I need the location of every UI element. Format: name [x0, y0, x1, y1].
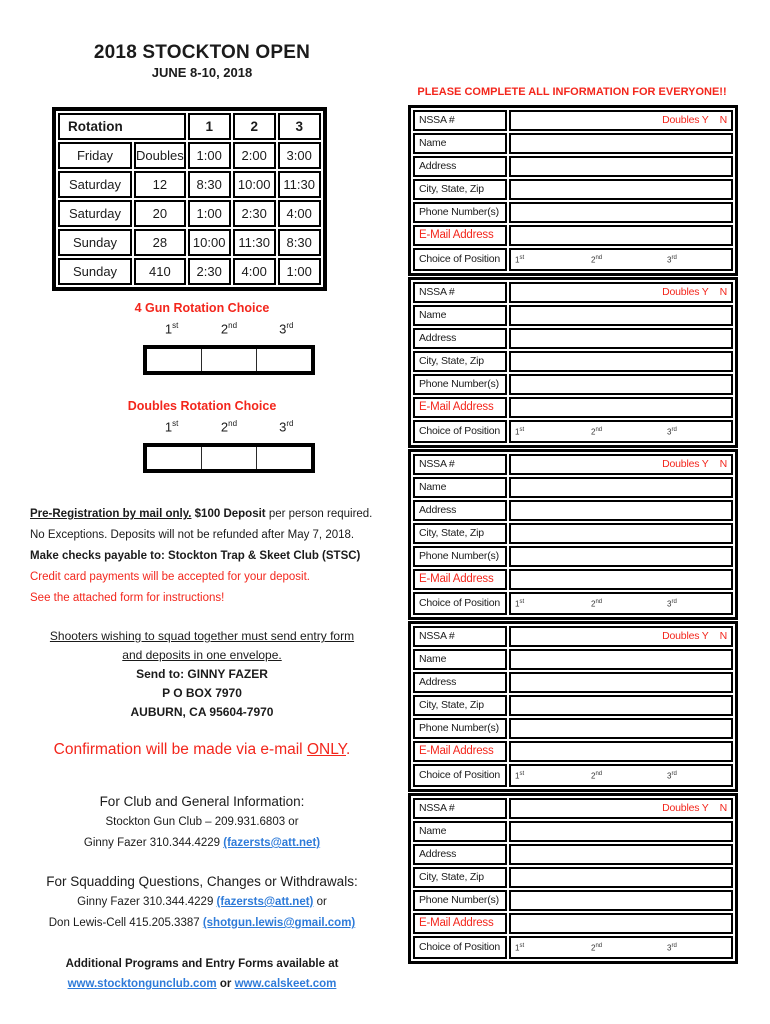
rotation-time-3: 4:00	[278, 200, 321, 227]
address-input-cell[interactable]	[509, 500, 733, 521]
address-row	[413, 328, 733, 349]
send-to-name: Send to: GINNY FAZER	[136, 667, 268, 681]
nssa-input-cell[interactable]	[509, 626, 733, 647]
rotation-day: Saturday	[58, 200, 132, 227]
position-row	[413, 592, 733, 615]
name-label: Name	[413, 133, 507, 154]
city-state-zip-label: City, State, Zip	[413, 351, 507, 372]
rotation-time-2: 11:30	[233, 229, 276, 256]
doubles-y-label[interactable]: Doubles Y	[662, 630, 709, 642]
four-gun-ordinal-labels	[143, 321, 315, 336]
city-state-zip-label: City, State, Zip	[413, 867, 507, 888]
lewis-email-link[interactable]: (shotgun.lewis@gmail.com)	[202, 917, 356, 929]
email-row	[413, 913, 733, 934]
rotation-event: 410	[134, 258, 186, 285]
city-state-zip-input-cell[interactable]	[509, 523, 733, 544]
rotation-row	[58, 200, 321, 227]
position-row	[413, 248, 733, 271]
position-3rd: 3rd	[667, 255, 677, 265]
rotation-event: Doubles	[134, 142, 186, 169]
additional-programs-block	[28, 954, 376, 994]
position-1st: 1st	[515, 599, 525, 609]
city-state-zip-input-cell[interactable]	[509, 867, 733, 888]
squadding-line-1: Ginny Fazer 310.344.4229 (fazersts@att.net) or	[77, 896, 327, 908]
doubles-choice-box	[143, 443, 315, 473]
position-3rd: 3rd	[667, 599, 677, 609]
nssa-label: NSSA #	[413, 626, 507, 647]
rotation-time-2: 4:00	[233, 258, 276, 285]
rotation-time-3: 11:30	[278, 171, 321, 198]
name-row	[413, 477, 733, 498]
stocktongunclub-link[interactable]: www.stocktongunclub.com	[67, 978, 217, 990]
name-row	[413, 821, 733, 842]
email-input-cell[interactable]	[509, 225, 733, 246]
address-label: Address	[413, 328, 507, 349]
rotation-event: 20	[134, 200, 186, 227]
registration-block	[408, 105, 738, 276]
phone-input-cell[interactable]	[509, 374, 733, 395]
club-info-heading: For Club and General Information:	[99, 794, 305, 809]
phone-row	[413, 546, 733, 567]
phone-label: Phone Number(s)	[413, 374, 507, 395]
city-state-zip-label: City, State, Zip	[413, 179, 507, 200]
doubles-n-label[interactable]: N	[719, 286, 727, 298]
page-subtitle: JUNE 8-10, 2018	[151, 65, 253, 80]
address-row	[413, 844, 733, 865]
nssa-input-cell[interactable]	[509, 454, 733, 475]
position-2nd: 2nd	[591, 943, 603, 953]
address-label: Address	[413, 844, 507, 865]
right-column-header: PLEASE COMPLETE ALL INFORMATION FOR EVERYONE!!	[417, 86, 727, 98]
doubles-choice-cell-2[interactable]	[202, 447, 257, 469]
address-input-cell[interactable]	[509, 156, 733, 177]
city-state-zip-row	[413, 695, 733, 716]
email-row	[413, 225, 733, 246]
email-input-cell[interactable]	[509, 913, 733, 934]
name-label: Name	[413, 477, 507, 498]
club-phone-line: Stockton Gun Club – 209.931.6803 or	[105, 816, 299, 828]
address-label: Address	[413, 500, 507, 521]
name-input-cell[interactable]	[509, 133, 733, 154]
position-3rd: 3rd	[667, 943, 677, 953]
email-input-cell[interactable]	[509, 741, 733, 762]
city-state-zip-row	[413, 351, 733, 372]
email-row	[413, 569, 733, 590]
rotation-time-1: 2:30	[188, 258, 231, 285]
phone-row	[413, 202, 733, 223]
doubles-y-label[interactable]: Doubles Y	[662, 114, 709, 126]
rotation-time-1: 1:00	[188, 142, 231, 169]
position-input-cell[interactable]	[509, 936, 733, 959]
city-state-zip-label: City, State, Zip	[413, 523, 507, 544]
prereg-line-4: Credit card payments will be accepted for your deposit.	[30, 571, 310, 583]
position-input-cell[interactable]	[509, 420, 733, 443]
nssa-input-cell[interactable]	[509, 282, 733, 303]
address-row	[413, 672, 733, 693]
position-3rd: 3rd	[667, 427, 677, 437]
phone-row	[413, 890, 733, 911]
doubles-y-label[interactable]: Doubles Y	[662, 286, 709, 298]
registration-block	[408, 277, 738, 448]
nssa-label: NSSA #	[413, 798, 507, 819]
position-label: Choice of Position	[413, 420, 507, 443]
city-state-zip-input-cell[interactable]	[509, 351, 733, 372]
prereg-line-3: Make checks payable to: Stockton Trap & Skeet Club (STSC)	[30, 550, 361, 562]
four-gun-choice-cell-2[interactable]	[202, 349, 257, 371]
nssa-row	[413, 454, 733, 475]
email-input-cell[interactable]	[509, 569, 733, 590]
address-row	[413, 500, 733, 521]
ordinal-1st: 1st	[164, 321, 179, 337]
rotation-time-3: 3:00	[278, 142, 321, 169]
rotation-row	[58, 142, 321, 169]
phone-input-cell[interactable]	[509, 202, 733, 223]
squadding-heading: For Squadding Questions, Changes or Withdrawals:	[46, 874, 358, 889]
doubles-choice-cell-3[interactable]	[257, 447, 311, 469]
fazer-email-link[interactable]: (fazersts@att.net)	[216, 896, 314, 908]
doubles-y-label[interactable]: Doubles Y	[662, 458, 709, 470]
club-info-block	[28, 792, 376, 854]
rotation-row	[58, 171, 321, 198]
nssa-input-cell[interactable]	[509, 110, 733, 131]
email-label: E-Mail Address	[413, 397, 507, 418]
position-2nd: 2nd	[591, 771, 603, 781]
rotation-time-1: 1:00	[188, 200, 231, 227]
phone-input-cell[interactable]	[509, 718, 733, 739]
name-label: Name	[413, 649, 507, 670]
pre-registration-text	[30, 504, 375, 609]
rotation-row	[58, 229, 321, 256]
doubles-n-label[interactable]: N	[719, 630, 727, 642]
rotation-day: Friday	[58, 142, 132, 169]
phone-input-cell[interactable]	[509, 546, 733, 567]
ordinal-3rd: 3rd	[279, 419, 294, 435]
send-to-po-box: P O BOX 7970	[162, 686, 242, 700]
rotation-time-1: 10:00	[188, 229, 231, 256]
name-input-cell[interactable]	[509, 305, 733, 326]
prereg-line-2: No Exceptions. Deposits will not be refunded after May 7, 2018.	[30, 529, 355, 541]
registration-block	[408, 793, 738, 964]
position-input-cell[interactable]	[509, 248, 733, 271]
rotation-col-3: 3	[278, 113, 321, 140]
phone-input-cell[interactable]	[509, 890, 733, 911]
position-1st: 1st	[515, 771, 525, 781]
position-2nd: 2nd	[591, 427, 603, 437]
rotation-time-3: 8:30	[278, 229, 321, 256]
name-row	[413, 649, 733, 670]
email-input-cell[interactable]	[509, 397, 733, 418]
squad-line-1: Shooters wishing to squad together must send entry form	[49, 629, 355, 643]
doubles-n-label[interactable]: N	[719, 114, 727, 126]
ordinal-3rd: 3rd	[279, 321, 294, 337]
four-gun-choice-title: 4 Gun Rotation Choice	[134, 301, 270, 315]
address-row	[413, 156, 733, 177]
position-label: Choice of Position	[413, 248, 507, 271]
position-row	[413, 420, 733, 443]
position-row	[413, 936, 733, 959]
name-label: Name	[413, 305, 507, 326]
address-input-cell[interactable]	[509, 672, 733, 693]
confirmation-note: Confirmation will be made via e-mail ONLY.	[53, 741, 351, 758]
additional-line-1: Additional Programs and Entry Forms available at	[65, 958, 339, 970]
position-1st: 1st	[515, 943, 525, 953]
rotation-day: Saturday	[58, 171, 132, 198]
nssa-label: NSSA #	[413, 110, 507, 131]
position-label: Choice of Position	[413, 936, 507, 959]
calskeet-link[interactable]: www.calskeet.com	[234, 978, 337, 990]
phone-label: Phone Number(s)	[413, 546, 507, 567]
squad-line-2: and deposits in one envelope.	[122, 648, 282, 662]
squad-mailing-block	[28, 627, 376, 722]
position-2nd: 2nd	[591, 599, 603, 609]
rotation-day: Sunday	[58, 229, 132, 256]
rotation-row	[58, 258, 321, 285]
rotation-col-2: 2	[233, 113, 276, 140]
name-input-cell[interactable]	[509, 649, 733, 670]
nssa-input-cell[interactable]	[509, 798, 733, 819]
position-1st: 1st	[515, 427, 525, 437]
address-input-cell[interactable]	[509, 844, 733, 865]
phone-row	[413, 718, 733, 739]
rotation-time-1: 8:30	[188, 171, 231, 198]
email-row	[413, 741, 733, 762]
prereg-line-1: Pre-Registration by mail only. $100 Deposit per person required.	[30, 508, 373, 520]
rotation-table-body	[58, 113, 321, 285]
email-row	[413, 397, 733, 418]
name-label: Name	[413, 821, 507, 842]
phone-label: Phone Number(s)	[413, 890, 507, 911]
four-gun-choice-cell-3[interactable]	[257, 349, 311, 371]
position-3rd: 3rd	[667, 771, 677, 781]
city-state-zip-row	[413, 179, 733, 200]
city-state-zip-input-cell[interactable]	[509, 695, 733, 716]
city-state-zip-row	[413, 523, 733, 544]
phone-label: Phone Number(s)	[413, 718, 507, 739]
city-state-zip-row	[413, 867, 733, 888]
nssa-label: NSSA #	[413, 282, 507, 303]
email-label: E-Mail Address	[413, 225, 507, 246]
doubles-choice-title: Doubles Rotation Choice	[127, 399, 277, 413]
additional-links-line: www.stocktongunclub.com or www.calskeet.com	[67, 978, 337, 990]
email-label: E-Mail Address	[413, 569, 507, 590]
doubles-ordinal-labels	[143, 419, 315, 434]
rotation-header-row	[58, 113, 321, 140]
name-row	[413, 305, 733, 326]
name-input-cell[interactable]	[509, 477, 733, 498]
city-state-zip-input-cell[interactable]	[509, 179, 733, 200]
rotation-event: 12	[134, 171, 186, 198]
phone-row	[413, 374, 733, 395]
position-2nd: 2nd	[591, 255, 603, 265]
name-input-cell[interactable]	[509, 821, 733, 842]
rotation-day: Sunday	[58, 258, 132, 285]
position-label: Choice of Position	[413, 592, 507, 615]
position-input-cell[interactable]	[509, 764, 733, 787]
nssa-label: NSSA #	[413, 454, 507, 475]
rotation-time-2: 10:00	[233, 171, 276, 198]
registration-block	[408, 449, 738, 620]
squadding-line-2: Don Lewis-Cell 415.205.3387 (shotgun.lewis@gmail.com)	[48, 917, 356, 929]
rotation-col-1: 1	[188, 113, 231, 140]
position-label: Choice of Position	[413, 764, 507, 787]
nssa-row	[413, 798, 733, 819]
doubles-y-label[interactable]: Doubles Y	[662, 802, 709, 814]
phone-label: Phone Number(s)	[413, 202, 507, 223]
fazer-email-link[interactable]: (fazersts@att.net)	[223, 837, 321, 849]
rotation-event: 28	[134, 229, 186, 256]
rotation-schedule-table	[52, 107, 327, 291]
ordinal-1st: 1st	[164, 419, 179, 435]
address-label: Address	[413, 156, 507, 177]
prereg-line-5: See the attached form for instructions!	[30, 592, 225, 604]
nssa-row	[413, 110, 733, 131]
doubles-n-label[interactable]: N	[719, 458, 727, 470]
position-input-cell[interactable]	[509, 592, 733, 615]
rotation-time-3: 1:00	[278, 258, 321, 285]
squadding-info-block	[28, 872, 376, 934]
send-to-city: AUBURN, CA 95604-7970	[130, 705, 274, 719]
address-input-cell[interactable]	[509, 328, 733, 349]
rotation-time-2: 2:30	[233, 200, 276, 227]
city-state-zip-label: City, State, Zip	[413, 695, 507, 716]
doubles-n-label[interactable]: N	[719, 802, 727, 814]
doubles-choice-cell-1[interactable]	[147, 447, 202, 469]
rotation-header-label: Rotation	[58, 113, 186, 140]
club-email-line: Ginny Fazer 310.344.4229 (fazersts@att.net)	[83, 837, 321, 849]
email-label: E-Mail Address	[413, 913, 507, 934]
email-label: E-Mail Address	[413, 741, 507, 762]
four-gun-choice-cell-1[interactable]	[147, 349, 202, 371]
four-gun-choice-box	[143, 345, 315, 375]
name-row	[413, 133, 733, 154]
position-1st: 1st	[515, 255, 525, 265]
nssa-row	[413, 282, 733, 303]
registration-block	[408, 621, 738, 792]
page-title: 2018 STOCKTON OPEN	[93, 42, 311, 63]
ordinal-2nd: 2nd	[220, 321, 238, 337]
ordinal-2nd: 2nd	[220, 419, 238, 435]
nssa-row	[413, 626, 733, 647]
address-label: Address	[413, 672, 507, 693]
rotation-time-2: 2:00	[233, 142, 276, 169]
position-row	[413, 764, 733, 787]
